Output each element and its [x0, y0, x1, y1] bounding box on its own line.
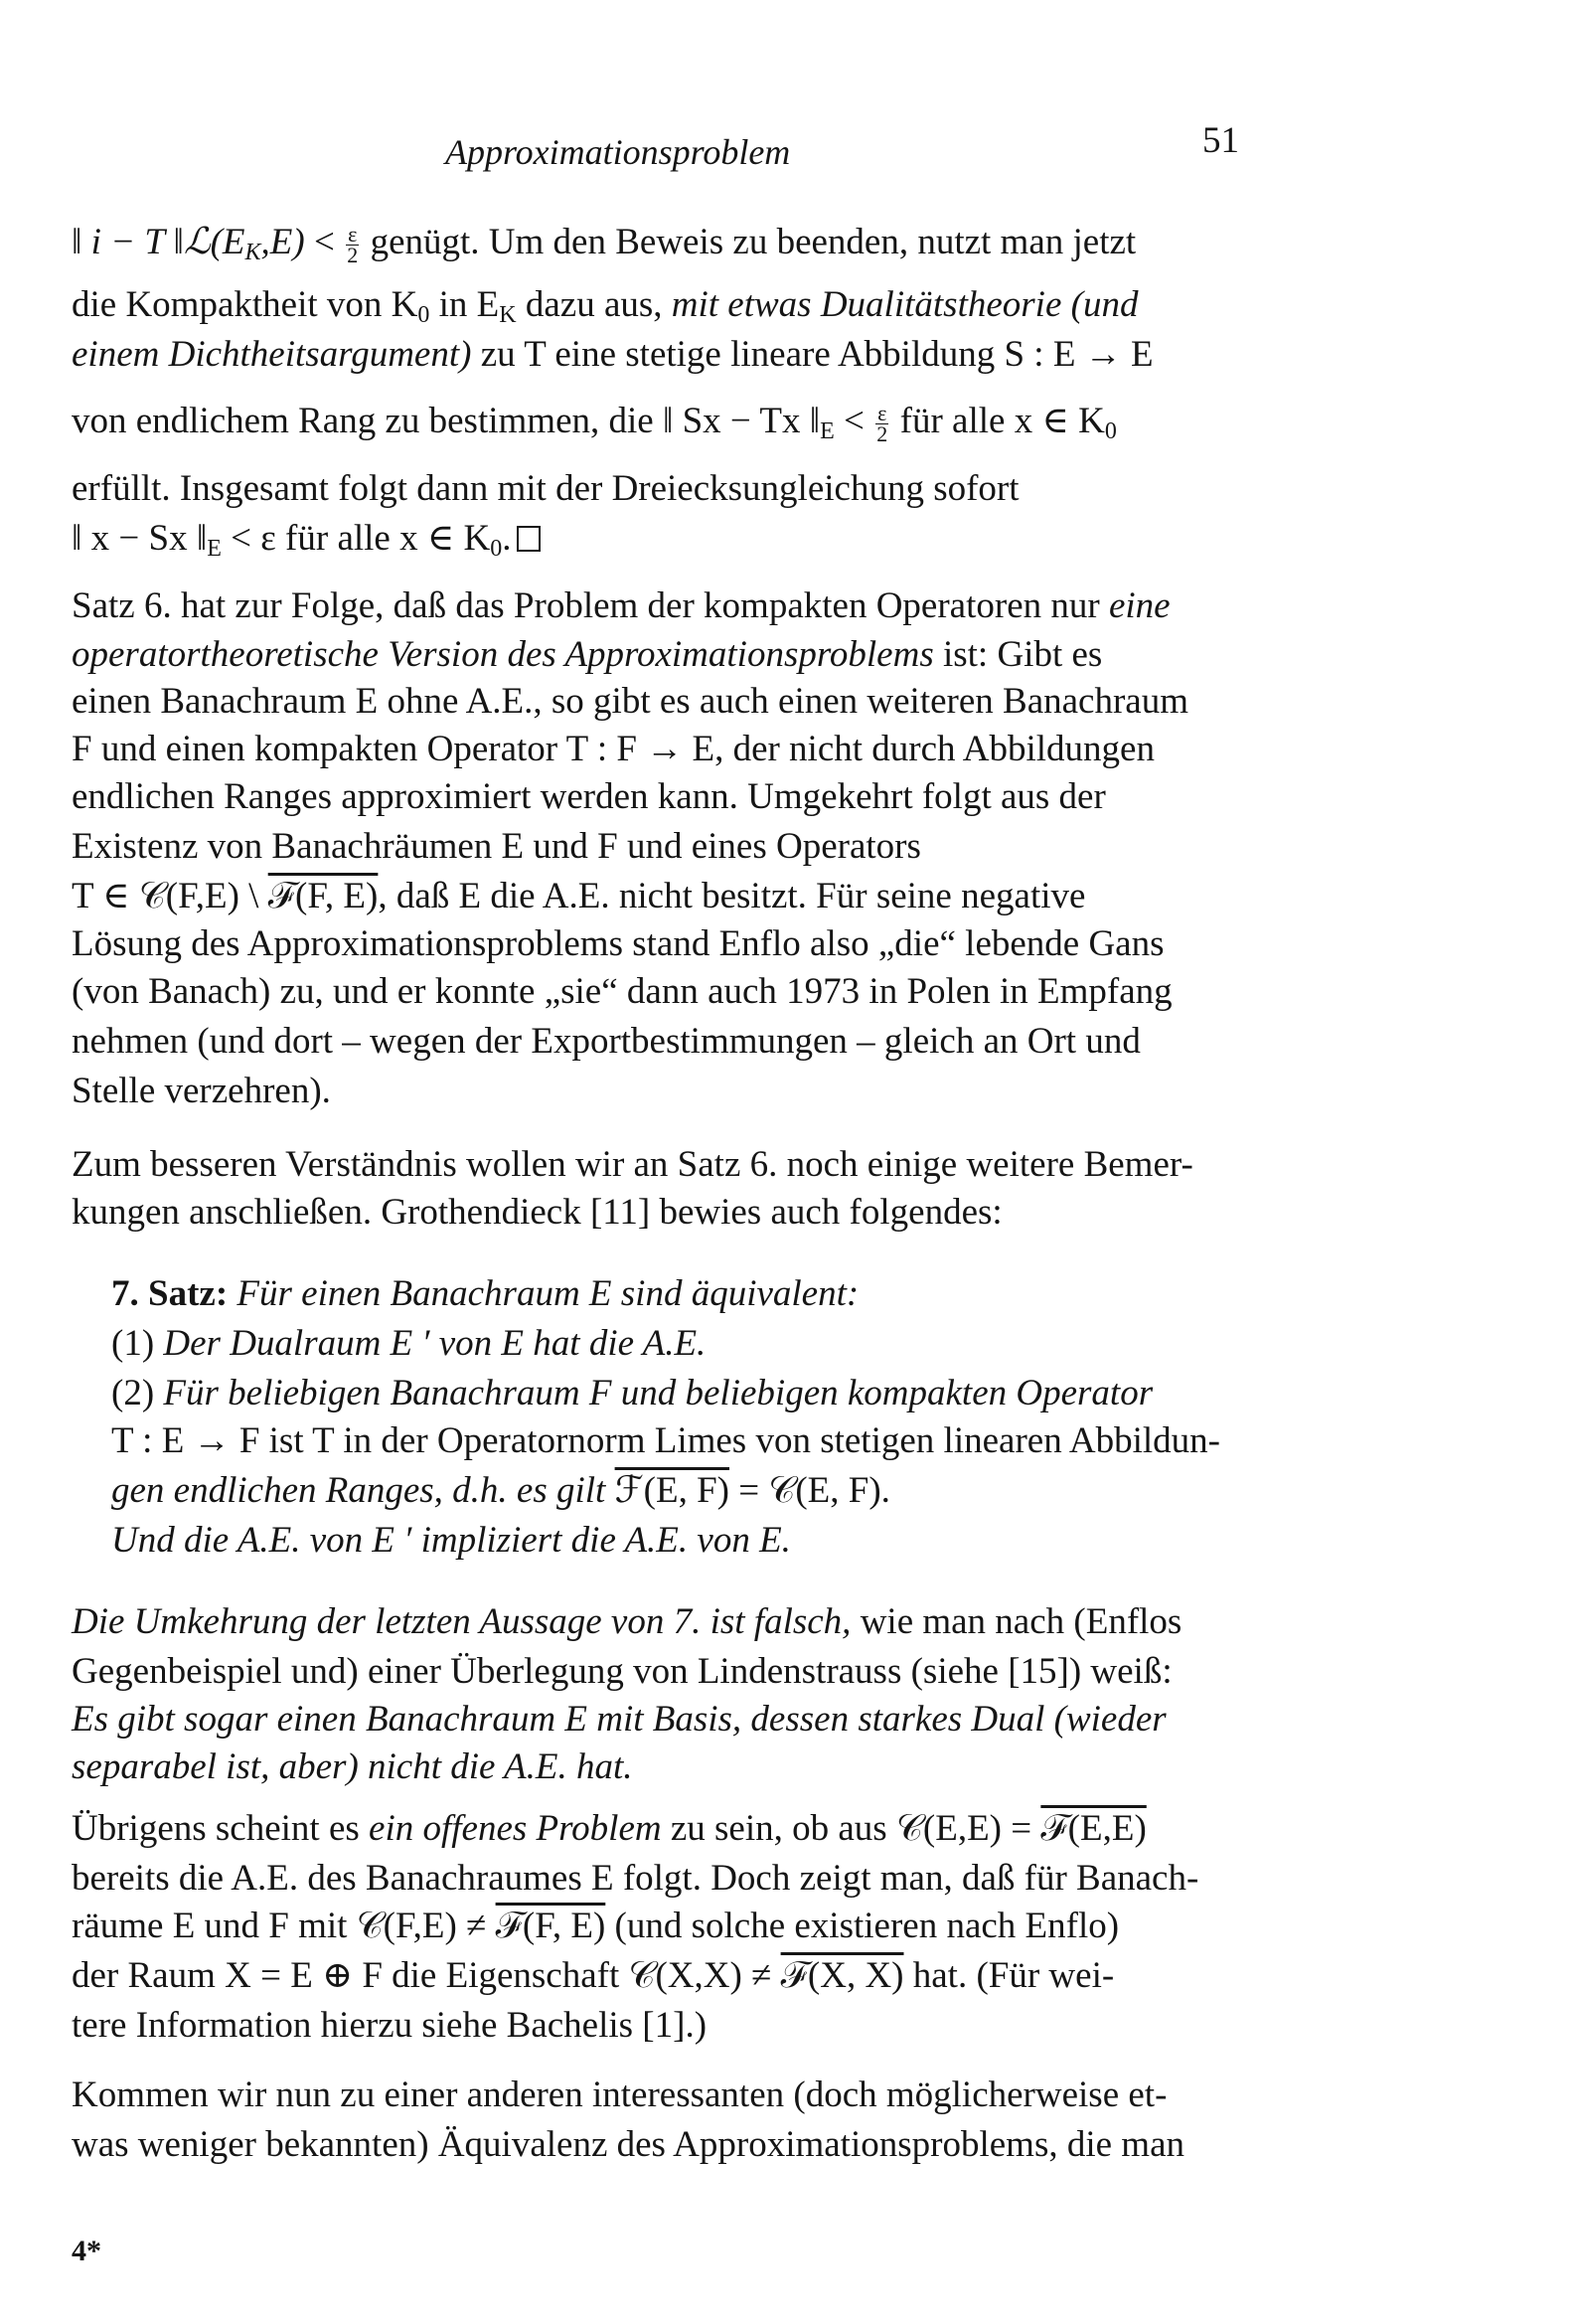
p2-line-1: Satz 6. hat zur Folge, daß das Problem der kompakten Operatoren nur eine [72, 585, 1171, 626]
theorem-line-5: gen endlichen Ranges, d.h. es gilt ℱ(E, F) = 𝒞(E, F). [111, 1470, 890, 1511]
p2-line-3: einen Banachraum E ohne A.E., so gibt es auch einen weiteren Banachraum [72, 681, 1188, 722]
p5-line-5: tere Information hierzu siehe Bachelis [1].) [72, 2005, 708, 2046]
p4-line-2: Gegenbeispiel und) einer Überlegung von Lindenstrauss (siehe [15]) weiß: [72, 1651, 1173, 1692]
signature-mark: 4* [72, 2235, 101, 2267]
p1-line-2: die Kompaktheit von $K_0$ in $E_K$ dazu aus, mit etwas Dualitätstheorie (und [72, 284, 1139, 328]
p1-line-4: von endlichem Rang zu bestimmen, die ‖ Sx − Tx $‖_E$ < $\frac{\varepsilon}{2}$ für alle x ∈ $K_0$ [72, 401, 1117, 447]
p6-line-2: was weniger bekannten) Äquivalenz des Approximationsproblems, die man [72, 2124, 1184, 2165]
p3-line-2: kungen anschließen. Grothendieck [11] bewies auch folgendes: [72, 1192, 1003, 1233]
theorem-line-6: Und die A.E. von E ′ impliziert die A.E. von E. [111, 1520, 791, 1561]
p2-line-8: Lösung des Approximationsproblems stand Enflo also „die“ lebende Gans [72, 923, 1165, 964]
p5-line-3: räume E und F mit 𝒞(F,E) ≠ ℱ(F, E) (und solche existieren nach Enflo) [72, 1906, 1120, 1946]
p6-line-1: Kommen wir nun zu einer anderen interessanten (doch möglicherweise et- [72, 2075, 1168, 2115]
p5-line-4: der Raum X = E ⊕ F die Eigenschaft 𝒞(X,X) ≠ ℱ(X, X) hat. (Für wei- [72, 1955, 1115, 1996]
theorem-line-3: (2) Für beliebigen Banachraum F und beliebigen kompakten Operator [111, 1373, 1154, 1413]
theorem-line-2: (1) Der Dualraum E ′ von E hat die A.E. [111, 1323, 707, 1364]
p1-line-6: ‖ x − Sx $‖_E < \varepsilon$ für alle x ∈ $K_0$. [72, 517, 541, 571]
page-number: 51 [1202, 120, 1239, 161]
p4-line-1: Die Umkehrung der letzten Aussage von 7. ist falsch, wie man nach (Enflos [72, 1601, 1183, 1642]
p2-line-7: T ∈ 𝒞(F,E) \ ℱ(F, E), daß E die A.E. nicht besitzt. Für seine negative [72, 876, 1086, 916]
p2-line-4: F und einen kompakten Operator T : F → E, der nicht durch Abbildungen [72, 729, 1155, 769]
fraction-eps-half: $\frac{\varepsilon}{2}$ [347, 222, 359, 268]
p2-line-5: endlichen Ranges approximiert werden kann. Umgekehrt folgt aus der [72, 776, 1106, 817]
fraction-eps-half-2: $\frac{\varepsilon}{2}$ [876, 401, 888, 447]
p4-line-4: separabel ist, aber) nicht die A.E. hat. [72, 1746, 633, 1787]
p1-line-5: erfüllt. Insgesamt folgt dann mit der Dreiecksungleichung sofort [72, 468, 1020, 509]
p2-line-11: Stelle verzehren). [72, 1071, 331, 1111]
p2-line-9: (von Banach) zu, und er konnte „sie“ dann auch 1973 in Polen in Empfang [72, 971, 1173, 1012]
p1-line-1: ‖ i − T $‖ℒ(E_K,E)$ < $\frac{\varepsilon}{2}$ genügt. Um den Beweis zu beenden, nutzt man jetzt [72, 222, 1137, 268]
running-title: Approximationsproblem [445, 132, 791, 172]
theorem-line-1: 7. Satz: Für einen Banachraum E sind äquivalent: [111, 1273, 860, 1314]
theorem-line-4: T : E → F ist T in der Operatornorm Limes von stetigen linearen Abbildun- [111, 1420, 1220, 1461]
p3-line-1: Zum besseren Verständnis wollen wir an Satz 6. noch einige weitere Bemer- [72, 1144, 1193, 1185]
p2-line-2: operatortheoretische Version des Approximationsproblems ist: Gibt es [72, 634, 1103, 675]
p1-line-3: einem Dichtheitsargument) zu T eine stetige lineare Abbildung S : E → E [72, 334, 1154, 375]
p5-line-2: bereits die A.E. des Banachraumes E folgt. Doch zeigt man, daß für Banach- [72, 1858, 1199, 1899]
qed-box-icon [517, 526, 541, 552]
p2-line-10: nehmen (und dort – wegen der Exportbestimmungen – gleich an Ort und [72, 1021, 1141, 1062]
p2-line-6: Existenz von Banachräumen E und F und eines Operators [72, 826, 921, 867]
p4-line-3: Es gibt sogar einen Banachraum E mit Basis, dessen starkes Dual (wieder [72, 1699, 1167, 1740]
p5-line-1: Übrigens scheint es ein offenes Problem zu sein, ob aus 𝒞(E,E) = ℱ(E,E) [72, 1808, 1147, 1849]
